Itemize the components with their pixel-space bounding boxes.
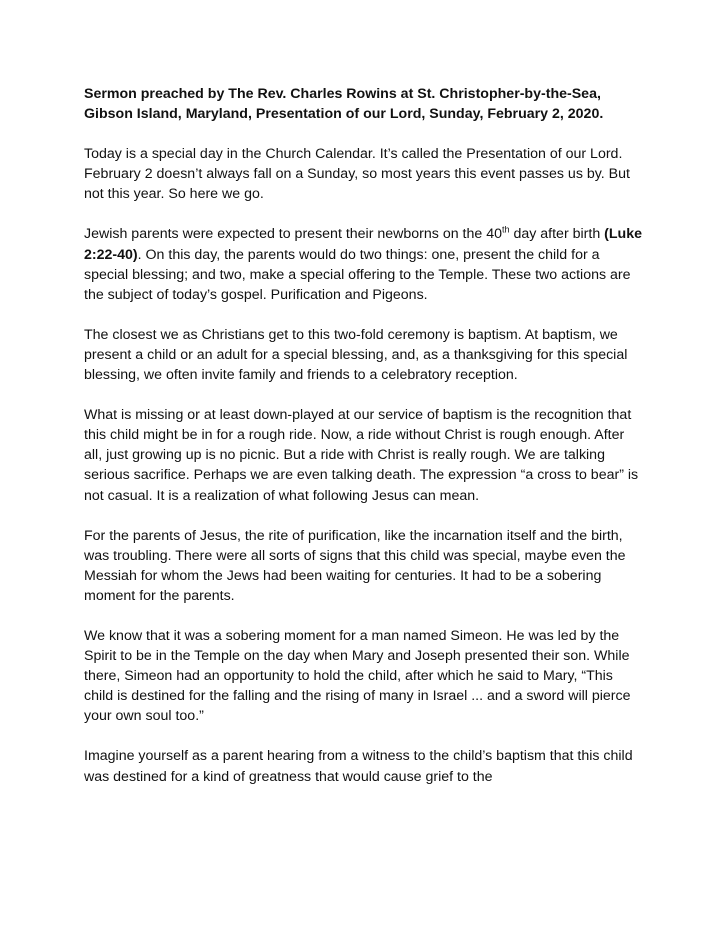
heading-line-1: Sermon preached by The Rev. Charles Rowins at St. Christopher-by-the-Sea, [84, 86, 601, 102]
paragraph-1: Today is a special day in the Church Calendar. It’s called the Presentation of our Lord. February 2 doesn’t always fall on a Sunday, so most years this event passes us by. But not this year. So here we go. [84, 146, 630, 203]
ordinal-superscript: th [502, 224, 510, 235]
paragraph-2-text-c: . On this day, the parents would do two things: one, present the child for a special blessing; and two, make a special offering to the Temple. These two actions are the subject of today’s gospel. Purification and Pigeons. [84, 246, 631, 303]
paragraph-4: What is missing or at least down-played at our service of baptism is the recognition that this child might be in for a rough ride. Now, a ride without Christ is rough enough. After all, just growing up is no picnic. But a ride with Christ is really rough. We are talking serious sacrifice. Perhaps we are even talking death. The expression “a cross to bear” is not casual. It is a realization of what following Jesus can mean. [84, 407, 639, 504]
heading-line-2: Gibson Island, Maryland, Presentation of our Lord, Sunday, February 2, 2020. [84, 106, 604, 123]
paragraph-6: We know that it was a sobering moment for a man named Simeon. He was led by the Spirit to be in the Temple on the day when Mary and Joseph presented their son. While there, Simeon had an opportunity to hold the child, after which he said to Mary, “This child is destined for the falling and the rising of many in Israel ... and a sword will pierce your own soul too.” [84, 627, 631, 725]
paragraph-2 [84, 224, 644, 304]
scripture-reference: (Luke 2:22-40) [84, 226, 642, 263]
paragraph-2-text-a: Jewish parents were expected to present their newborns on the 40 [84, 226, 502, 243]
sermon-heading [84, 84, 644, 124]
sermon-body [84, 84, 644, 807]
paragraph-5: For the parents of Jesus, the rite of purification, like the incarnation itself and the birth, was troubling. There were all sorts of signs that this child was special, maybe even the Messiah for whom the Jews had been waiting for centuries. It had to be a sobering moment for the parents. [84, 527, 626, 604]
paragraph-3: The closest we as Christians get to this two-fold ceremony is baptism. At baptism, we present a child or an adult for a special blessing, and, as a thanksgiving for this special blessing, we often invite family and friends to a celebratory reception. [84, 326, 628, 384]
paragraph-7: Imagine yourself as a parent hearing from a witness to the child’s baptism that this child was destined for a kind of greatness that would cause grief to the [84, 748, 633, 785]
paragraph-2-text-b: day after birth [509, 226, 605, 243]
